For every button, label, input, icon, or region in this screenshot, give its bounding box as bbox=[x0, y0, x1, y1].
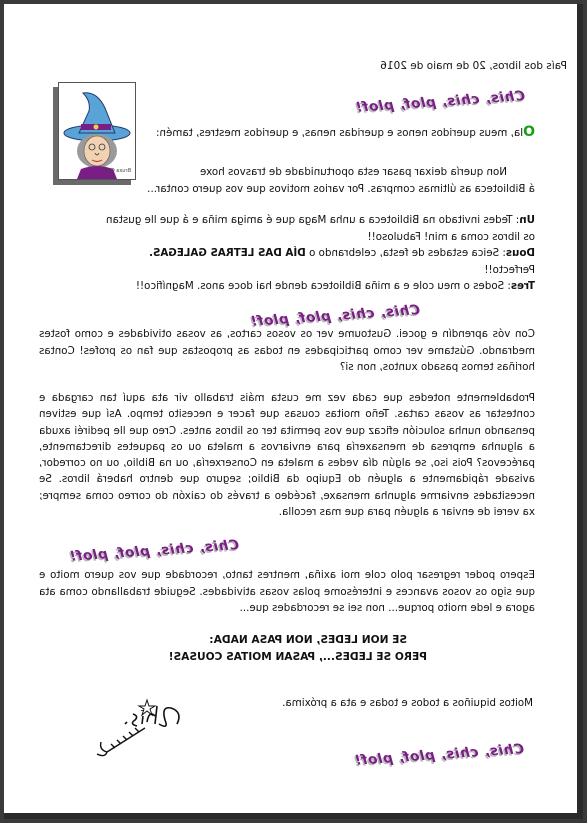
mirrored-letter bbox=[4, 4, 577, 813]
point-dous-highlight: DÍA DAS LETRAS GALEGAS. bbox=[149, 247, 306, 259]
point-tres-text: : Sodes o meu cole e a miña Biblioteca dende hai doce anos. Magnífico!! bbox=[135, 280, 511, 292]
caps-line-2: PERO SE LEDES..., PASAN MOITAS COUSAS! bbox=[168, 650, 427, 663]
point-tres-label: Tres bbox=[510, 280, 535, 292]
paragraph-4: Espero poder regresar polo cole moi axiña, mentres tanto, recordade que vos quero moito e que sigo os vosos avances e interésome polas vosas atividades. Seguide traballando coma ata agora e lede moito porque... non sei se recordades que... bbox=[39, 569, 535, 615]
point-dous bbox=[45, 245, 535, 278]
date-line: País dos libros, 20 de maio de 2016 bbox=[380, 60, 567, 72]
paragraph-3: Probablemente notedes que cada vez me custa máis traballo vir ata aquí tan cargada e contestar as vosas cartas. Teño moitas cousas que facer e necesito tempo. Así que estiven pensando nunha solución eficaz que vos permita ter os libros antes. Creo que lle pediréi axuda a algunha empresa de mensaxería para enviarvos a maleta ou os paquetes directamente, parécevos? Pois iso, se algún día vedes a maleta en Conserxería, ou na Biblio, ou no corredor, avisade rápidamente a alguén do Equipo da Biblio; seguro que dentro haberá libros. Se necesitades enviarme algunha mensaxe, facédeo a través do caixón do correo coma sempre; xa verei de enviar a alguén para que mas recolla. bbox=[39, 392, 535, 519]
point-un-label: Un bbox=[519, 214, 535, 226]
caps-block bbox=[127, 632, 427, 665]
witch-credit: Bruxa Chis bbox=[104, 168, 131, 174]
refrain-2: Chis, chis, plof, plof! bbox=[249, 302, 421, 330]
intro-paragraph bbox=[55, 164, 535, 197]
refrain-4: Chis, chis, plof, plof! bbox=[353, 741, 525, 769]
greeting-text: la, meus queridos nenos e queridas nenas, e queridos mestres, tamén: bbox=[156, 127, 524, 139]
point-un bbox=[45, 212, 535, 245]
point-tres bbox=[45, 278, 535, 295]
point-un-text: : Tedes invitado na Biblioteca a unha Maga que é amiga miña e á que lle gustan bbox=[106, 214, 520, 226]
refrain-1: Chis, chis, plof, plof! bbox=[354, 88, 526, 116]
closing-line: Moitos biquiños a todos e todas e ata a próxima. bbox=[282, 697, 533, 709]
signature-icon bbox=[85, 694, 185, 758]
caps-line-1: SE NON LEDES, NON PASA NADA: bbox=[209, 634, 407, 646]
intro-line-2: á Biblioteca as últimas compras. Por varios motivos que vos quero contar... bbox=[147, 182, 535, 195]
point-dous-text-2: Perfecto!! bbox=[484, 263, 535, 276]
point-dous-label: Dous bbox=[505, 247, 535, 259]
greeting bbox=[156, 124, 535, 142]
intro-line-1: Non quería deixar pasar esta oportunidade de trasvos hoxe bbox=[200, 166, 507, 178]
point-un-text-2: os libros coma a min! Fabuloso!! bbox=[367, 230, 535, 243]
paragraph-2: Con vós aprendín e gocei. Gustoume ver os vosos cartos, as vosas otividades e como fostes medrando. Gústame ver como participades en todas as propostas que fan os profes! Contas horiñas temos pasado xuntos, non si? bbox=[39, 328, 535, 374]
refrain-3: Chis, chis, plof, plof! bbox=[68, 537, 240, 565]
letter-page bbox=[4, 4, 583, 819]
signature bbox=[85, 694, 185, 758]
point-dous-text: : Seica estades de festa, celebrando o bbox=[305, 247, 506, 259]
greeting-initial: O bbox=[523, 124, 535, 140]
